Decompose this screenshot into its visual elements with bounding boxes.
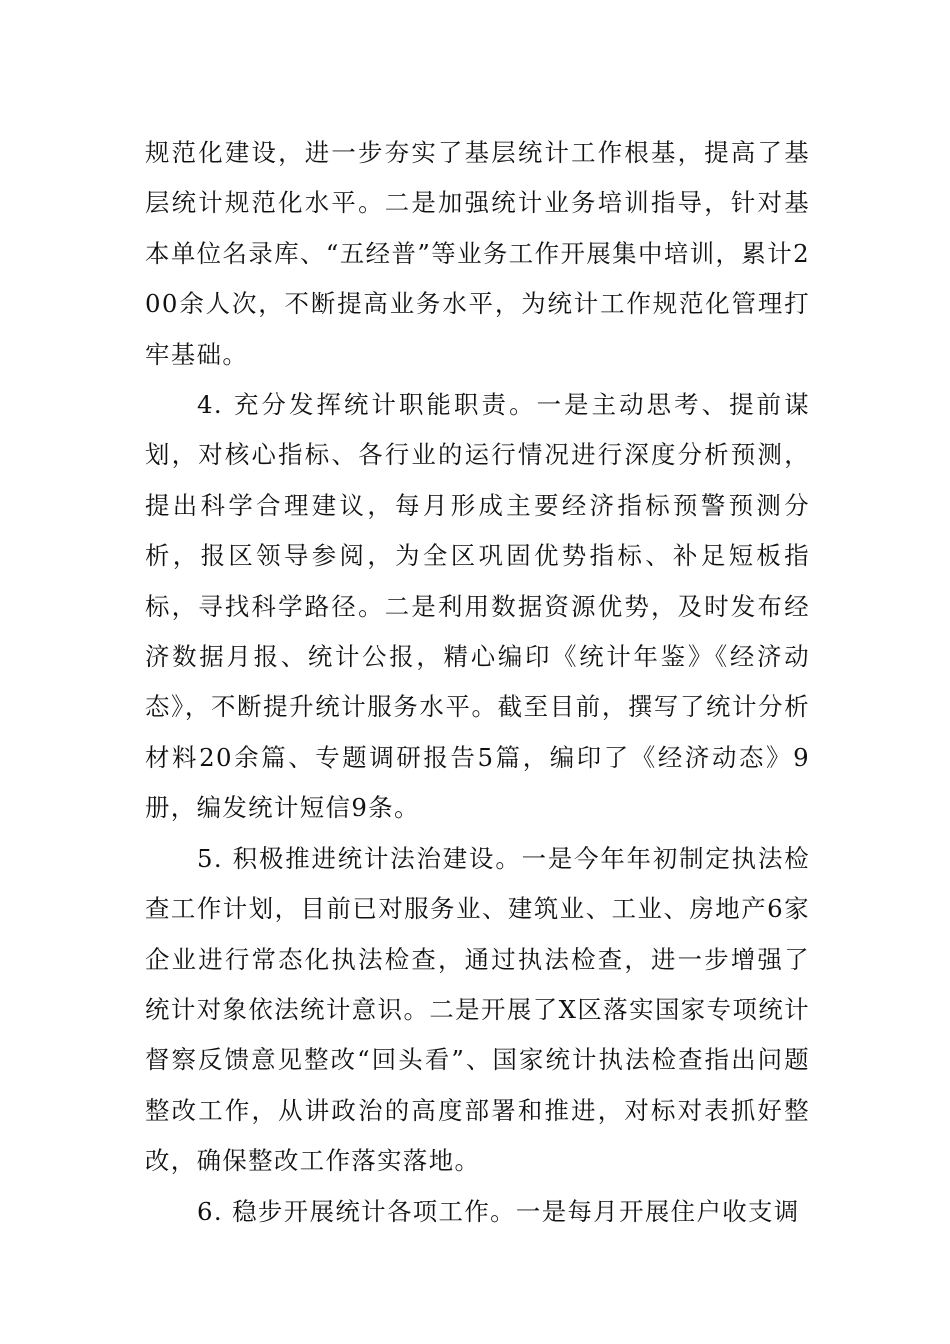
paragraph-continuation: 规范化建设，进一步夯实了基层统计工作根基，提高了基层统计规范化水平。二是加强统计业务培训指导，针对基本单位名录库、“五经普”等业务工作开展集中培训，累计200余人次，不断提高业务水平，为统计工作规范化管理打牢基础。 — [145, 138, 810, 369]
paragraph-item-5: 5. 积极推进统计法治建设。一是今年年初制定执法检查工作计划，目前已对服务业、建筑业、工业、房地产6家企业进行常态化执法检查，通过执法检查，进一步增强了统计对象依法统计意识。二是开展了X区落实国家专项统计督察反馈意见整改“回头看”、国家统计执法检查指出问题整改工作，从讲政治的高度部署和推进，对标对表抓好整改，确保整改工作落实落地。 — [145, 843, 810, 1176]
paragraph-item-6: 6. 稳步开展统计各项工作。一是每月开展住户收支调 — [197, 1196, 800, 1226]
paragraph-item-4: 4. 充分发挥统计职能职责。一是主动思考、提前谋划，对核心指标、各行业的运行情况进行深度分析预测，提出科学合理建议，每月形成主要经济指标预警预测分析，报区领导参阅，为全区巩固优势指标、补足短板指标，寻找科学路径。二是利用数据资源优势，及时发布经济数据月报、统计公报，精心编印《统计年鉴》《经济动态》，不断提升统计服务水平。截至目前，撰写了统计分析材料20余篇、专题调研报告5篇，编印了《经济动态》9册，编发统计短信9条。 — [145, 390, 810, 823]
document-body — [145, 128, 810, 1237]
